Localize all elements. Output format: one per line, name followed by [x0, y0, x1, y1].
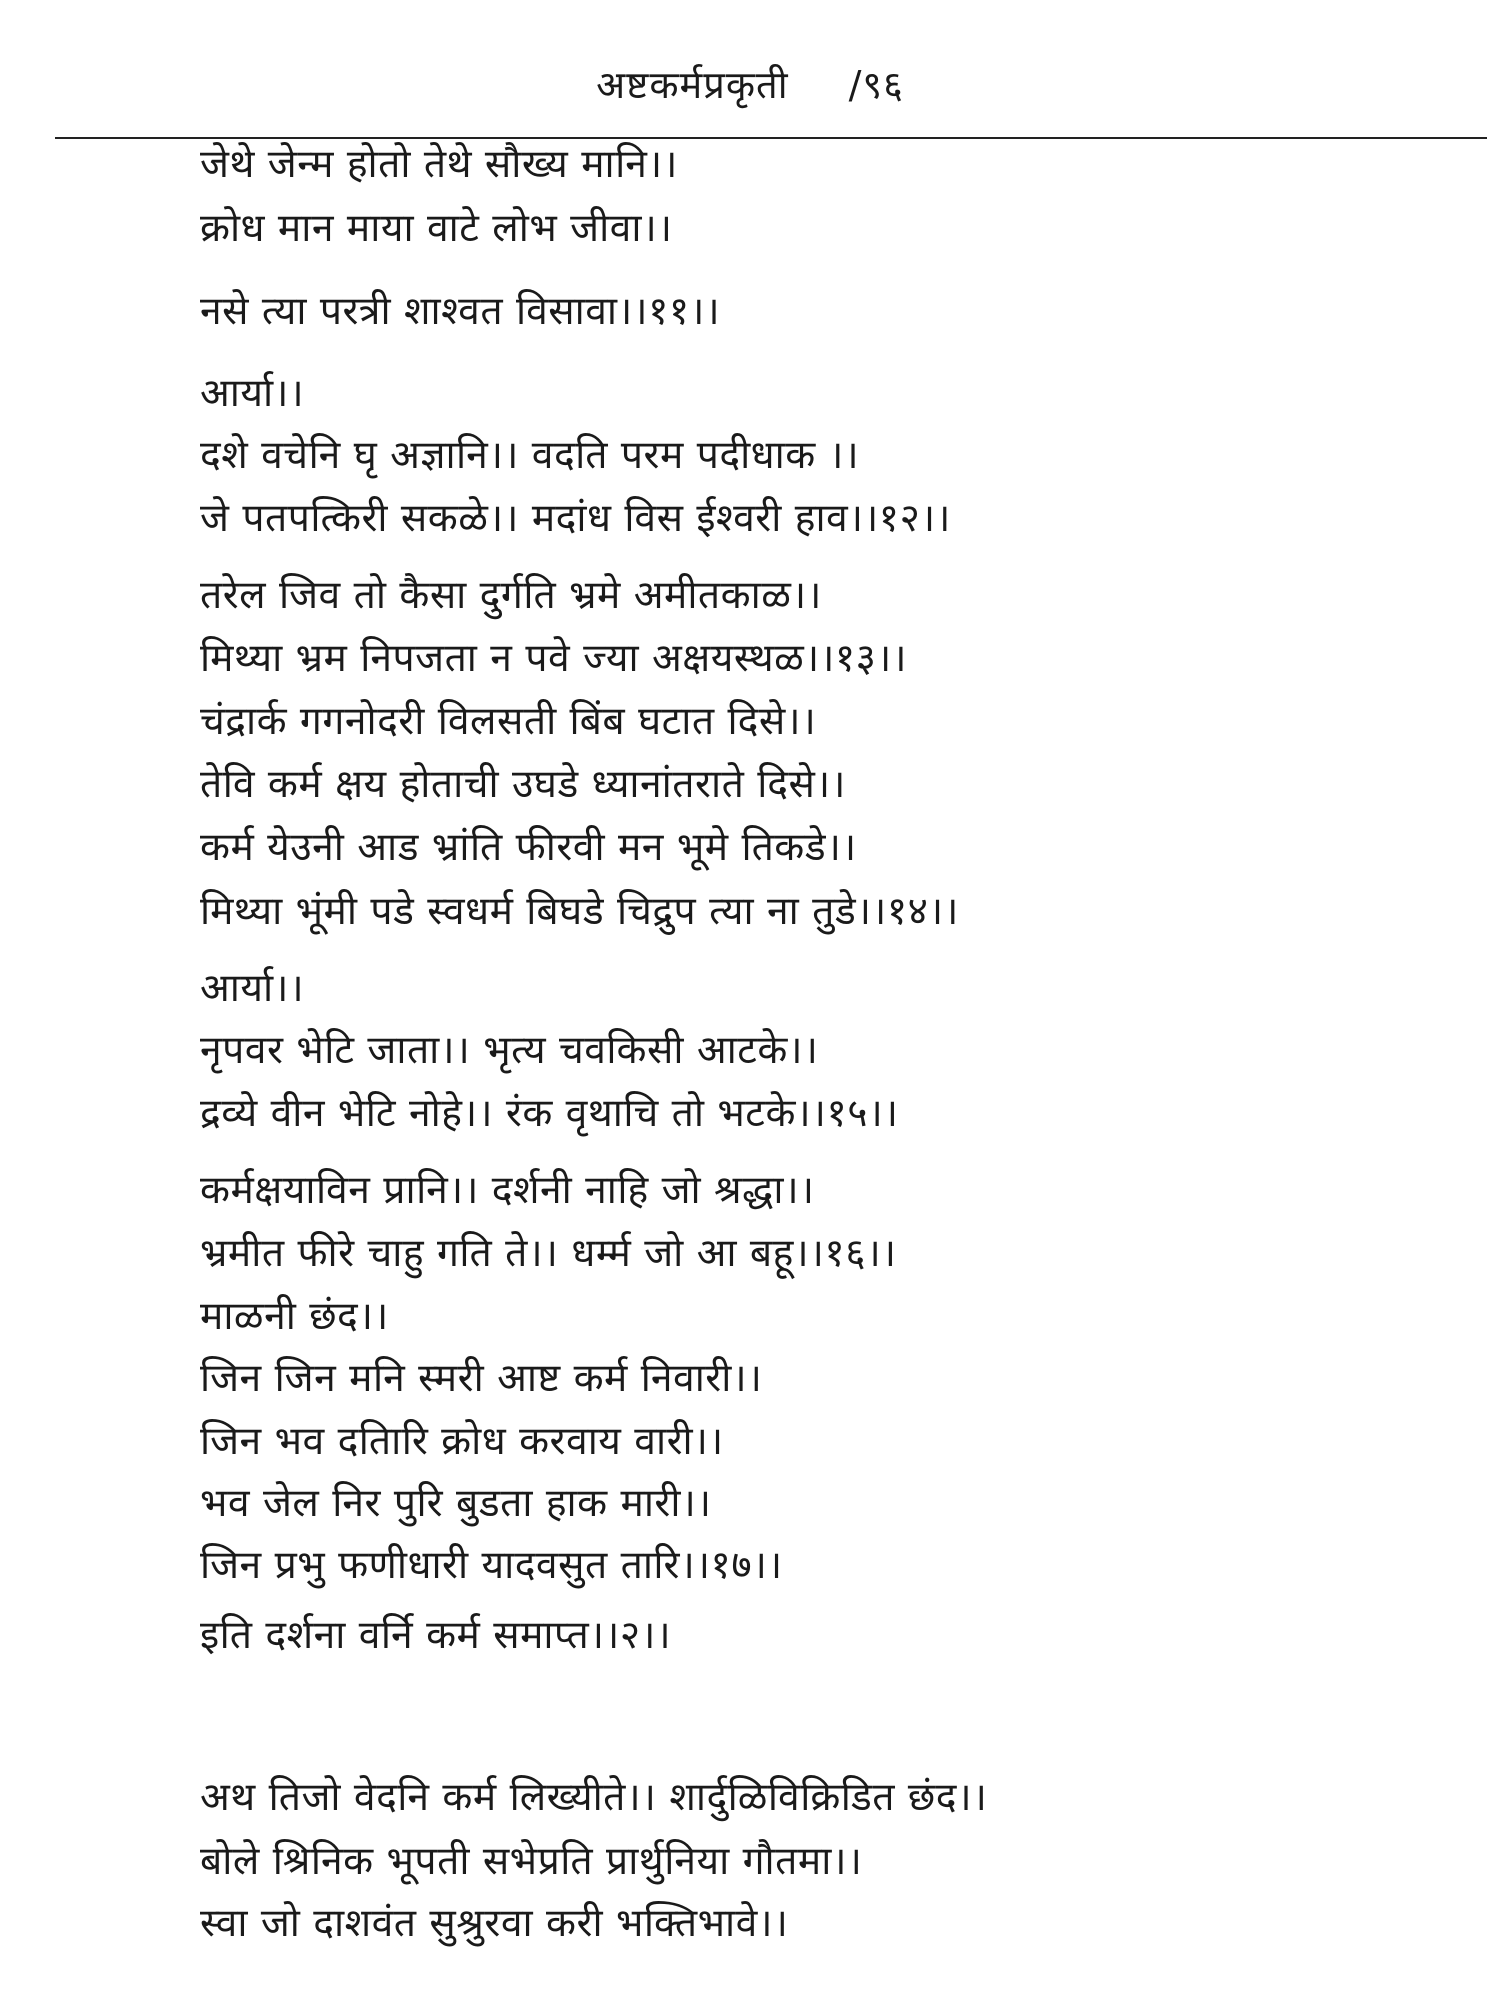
text-line: जिन प्रभु फणीधारी यादवसुत तारि।।१७।।	[200, 1543, 783, 1588]
text-line: भव जेल निर पुरि बुडता हाक मारी।।	[200, 1481, 712, 1526]
text-line: आर्या।।	[200, 371, 305, 416]
text-line: जे पतपत्किरी सकळे।। मदांध विस ईश्वरी हाव।।१२।।	[200, 496, 951, 541]
text-line: भ्रमीत फीरे चाहु गति ते।। धर्म्म जो आ बहू।।१६।।	[200, 1231, 897, 1276]
text-line: दशे वचेनि घृ अज्ञानि।। वदति परम पदीधाक ।।	[200, 433, 860, 478]
text-line: स्वा जो दाशवंत सुश्रुरवा करी भक्तिभावे।।	[200, 1901, 789, 1946]
text-line: तरेल जिव तो कैसा दुर्गति भ्रमे अमीतकाळ।।	[200, 573, 822, 618]
text-line: तेवि कर्म क्षय होताची उघडे ध्यानांतराते दिसे।।	[200, 762, 846, 807]
text-line: जिन भव दतािरि क्रोध करवाय वारी।।	[200, 1419, 724, 1464]
text-line: कर्मक्षयाविन प्रानि।। दर्शनी नाहि जो श्रद्धा।।	[200, 1168, 815, 1213]
header-title: अष्टकर्मप्रकृती	[596, 63, 789, 107]
text-line: क्रोध मान माया वाटे लोभ जीवा।।	[200, 206, 673, 251]
text-line: नृपवर भेटि जाता।। भृत्य चवकिसी आटके।।	[200, 1028, 819, 1073]
text-line: मिथ्या भूंमी पडे स्वधर्म बिघडे चिद्रुप त्या ना तुडे।।१४।।	[200, 889, 959, 934]
verse-text	[200, 0, 1460, 2000]
text-line: अथ तिजो वेदनि कर्म लिख्यीते।। शार्दुळिविक्रिडित छंद।।	[200, 1775, 988, 1820]
text-line: चंद्रार्क गगनोदरी विलसती बिंब घटात दिसे।।	[200, 699, 817, 744]
text-line: आर्या।।	[200, 966, 305, 1011]
text-line: नसे त्या परत्री शाश्वत विसावा।।११।।	[200, 289, 721, 334]
header-page-number: /९६	[848, 63, 904, 107]
text-line: मिथ्या भ्रम निपजता न पवे ज्या अक्षयस्थळ।।१३।।	[200, 636, 908, 681]
text-line: जेथे जेन्म होतो तेथे सौख्य मानि।।	[200, 142, 678, 187]
text-line: द्रव्ये वीन भेटि नोहे।। रंक वृथाचि तो भटके।।१५।।	[200, 1091, 899, 1136]
text-line: बोले श्रिनिक भूपती सभेप्रति प्रार्थुनिया गौतमा।।	[200, 1839, 863, 1884]
text-line: माळनी छंद।।	[200, 1294, 389, 1339]
text-line: इति दर्शना वर्नि कर्म समाप्त।।२।।	[200, 1613, 672, 1658]
text-line: जिन जिन मनि स्मरी आष्ट कर्म निवारी।।	[200, 1356, 763, 1401]
text-line: कर्म येउनी आड भ्रांति फीरवी मन भूमे तिकडे।।	[200, 825, 857, 870]
